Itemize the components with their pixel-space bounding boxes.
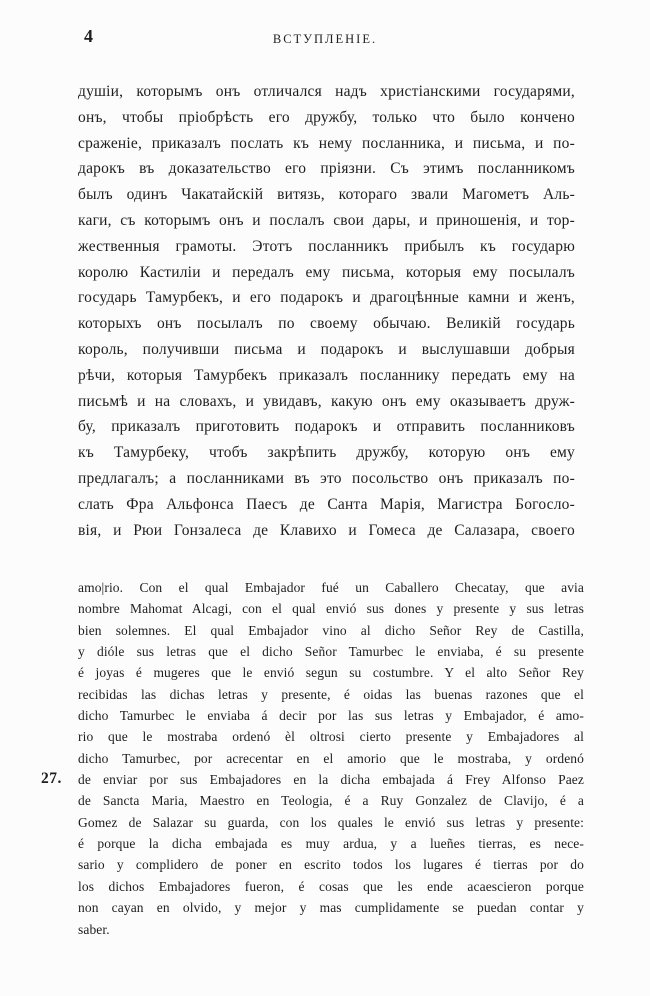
text-line: dicho Tamurbec, por acrecentar en el amorio que le mostraba, y ordenó [78, 750, 584, 766]
spanish-paragraph [78, 577, 584, 940]
text-line: письмѣ и на словахъ, и увидавъ, какую онъ ему оказываетъ друж- [78, 392, 575, 410]
text-line: y dióle sus letras que el dicho Señor Tamurbec le enviaba, é su presente [78, 644, 584, 660]
text-line: король, получивши письма и подарокъ и выслушавши добрыя [78, 340, 575, 358]
text-line: рѣчи, которыя Тамурбекъ приказалъ посланнику передать ему на [78, 366, 575, 384]
text-line: é porque la dicha embajada es muy ardua, y a lueñes tierras, es nece- [78, 836, 584, 852]
russian-paragraph [78, 79, 575, 543]
text-line: предлагалъ; а посланниками въ это посольство онъ приказалъ по- [78, 469, 575, 487]
text-line: каги, съ которымъ онъ и послалъ свои дары, и приношенія, и тор- [78, 211, 575, 229]
text-line: государь Тамурбекъ, и его подарокъ и драгоцѣнные камни и женъ, [78, 289, 575, 307]
text-line: королю Кастиліи и передалъ ему письма, которыя ему посылалъ [78, 263, 575, 281]
text-line: non cayan en olvido, y mejor y mas cumplidamente se puedan contar y [78, 900, 584, 916]
text-line: sario y complidero de poner en escrito todos los lugares é tierras por do [78, 857, 584, 873]
text-line: rio que le mostraba ordenó èl oltrosi cierto presente y Embajadores al [78, 729, 584, 745]
text-line: saber. [78, 921, 110, 937]
text-line: онъ, чтобы пріобрѣсть его дружбу, только что было кончено [78, 108, 575, 126]
margin-number: 27. [41, 770, 62, 787]
text-line: bien solemnes. El qual Embajador vino al dicho Señor Rey de Castilla, [78, 622, 584, 638]
text-line: dicho Tamurbec le enviaba á decir por las sus letras y Embajador, é amo- [78, 708, 584, 724]
text-line: бу, приказалъ приготовить подарокъ и отправить посланниковъ [78, 418, 575, 436]
text-line: вія, и Рюи Гонзалеса де Клавихо и Гомеса де Салазара, своего [78, 521, 575, 539]
page-number: 4 [84, 26, 93, 46]
text-line: recibidas las dichas letras y presente, é oidas las buenas razones que el [78, 686, 584, 702]
page-header [0, 0, 650, 60]
text-line: сраженіе, приказалъ послать къ нему посланника, и письма, и по- [78, 134, 575, 152]
text-line: которыхъ онъ посылалъ по своему обычаю. Великій государь [78, 315, 575, 333]
text-line: жественныя грамоты. Этотъ посланникъ прибылъ къ государю [78, 237, 575, 255]
text-line: къ Тамурбеку, чтобъ закрѣпить дружбу, которую онъ ему [78, 444, 575, 462]
text-line: é joyas é mugeres que le envió segun su costumbre. Y el alto Señor Rey [78, 665, 584, 681]
text-line: los dichos Embajadores fueron, é cosas que les ende acaescieron porque [78, 878, 584, 894]
text-line: дарокъ въ доказательство его пріязни. Съ этимъ посланникомъ [78, 160, 575, 178]
text-line: слать Фра Альфонса Паесъ де Санта Марія, Магистра Богосло- [78, 495, 575, 513]
text-line: душіи, которымъ онъ отличался надъ христіанскими государями, [78, 83, 575, 100]
running-title: ВСТУПЛЕНІЕ. [272, 32, 378, 46]
text-line: de Sancta Maria, Maestro en Teologia, é a Ruy Gonzalez de Clavijo, é a [78, 793, 584, 809]
text-line: Gomez de Salazar su guarda, con los quales le envió sus letras y presente: [78, 814, 584, 830]
text-line: nombre Mahomat Alcagi, con el qual envió sus dones y presente y sus letras [78, 601, 584, 617]
text-line: amo|rio. Con el qual Embajador fué un Caballero Checatay, que avia [78, 580, 584, 595]
text-line: былъ одинъ Чакатайскій витязь, котораго звали Магометъ Аль- [78, 186, 575, 204]
text-line: de enviar por sus Embajadores en la dicha embajada á Frey Alfonso Paez [78, 772, 584, 788]
